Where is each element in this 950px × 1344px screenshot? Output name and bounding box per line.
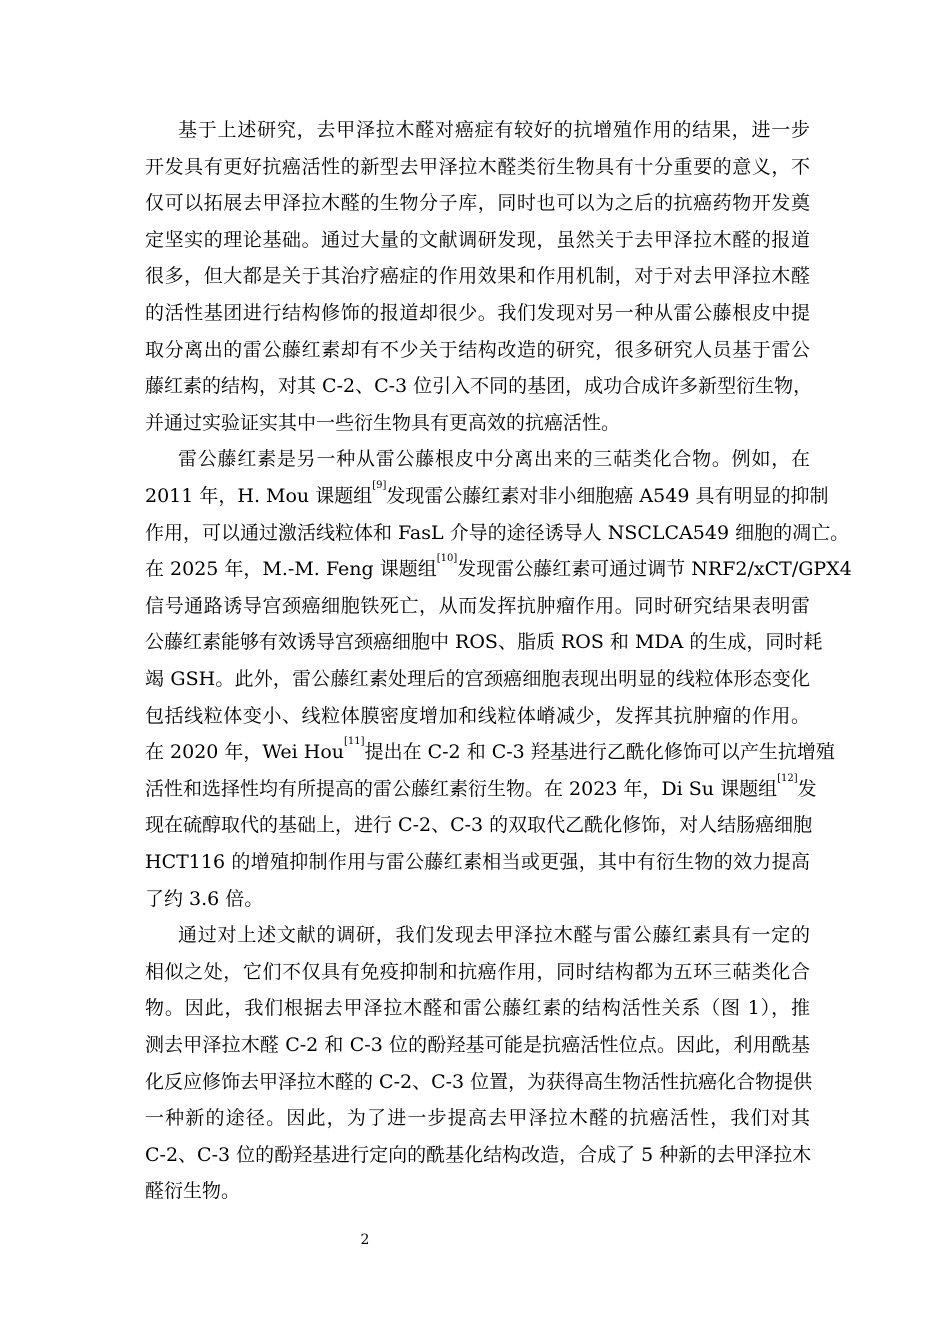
- line-text: C-2、C-3 位的酚羟基进行定向的酰基化结构改造，合成了 5 种新的去甲泽拉木: [145, 1143, 812, 1166]
- text-line: [145, 881, 810, 917]
- line-text: 测去甲泽拉木醛 C-2 和 C-3 位的酚羟基可能是抗癌活性位点。因此，利用酰基: [145, 1034, 810, 1056]
- text-line: [145, 149, 810, 185]
- text-line: [145, 1173, 810, 1209]
- text-line: [145, 332, 810, 368]
- line-text: HCT116 的增殖抑制作用与雷公藤红素相当或更强，其中有衍生物的效力提高: [145, 851, 810, 873]
- line-text: 发现雷公藤红素对非小细胞癌 A549 具有明显的抑制: [386, 485, 829, 507]
- citation-ref: [12]: [777, 772, 798, 784]
- text-line: [178, 917, 810, 953]
- line-text: 信号通路诱导宫颈癌细胞铁死亡，从而发挥抗肿瘤作用。同时研究结果表明雷: [145, 594, 810, 617]
- line-text: 提出在 C-2 和 C-3 羟基进行乙酰化修饰可以产生抗增殖: [364, 741, 835, 764]
- text-line: [145, 258, 810, 294]
- text-line: [145, 624, 823, 660]
- text-line: [178, 112, 810, 148]
- text-line: [145, 185, 810, 221]
- line-text: 作用，可以通过激活线粒体和 FasL 介导的途径诱导人 NSCLCA549 细胞的凋亡。: [145, 521, 850, 544]
- line-text: 相似之处，它们不仅具有免疫抑制和抗癌作用，同时结构都为五环三萜类化合: [145, 960, 810, 983]
- line-text: 在 2025 年，M.-M. Feng 课题组: [145, 558, 437, 581]
- line-text: 仅可以拓展去甲泽拉木醛的生物分子库，同时也可以为之后的抗癌药物开发奠: [145, 192, 810, 215]
- citation-ref: [11]: [344, 736, 365, 748]
- line-text: 雷公藤红素是另一种从雷公藤根皮中分离出来的三萜类化合物。例如，在: [178, 448, 810, 471]
- text-line: [145, 807, 813, 843]
- text-line: [145, 954, 810, 990]
- line-text: 发现雷公藤红素可通过调节 NRF2/xCT/GPX4: [457, 558, 852, 581]
- line-text: 发: [797, 777, 817, 800]
- text-line: [145, 1064, 813, 1100]
- text-line: [145, 1100, 810, 1136]
- text-line: [145, 1137, 810, 1173]
- text-line: [145, 588, 810, 624]
- text-line: [145, 515, 850, 551]
- citation-ref: [9]: [372, 480, 387, 491]
- citation-ref: [10]: [436, 553, 458, 565]
- text-line: [178, 441, 810, 477]
- page-number: 2: [360, 1232, 370, 1248]
- text-line: [145, 990, 810, 1026]
- text-line: [145, 734, 835, 770]
- line-text: 现在硫醇取代的基础上，进行 C-2、C-3 的双取代乙酰化修饰，对人结肠癌细胞: [145, 814, 813, 837]
- text-line: [145, 295, 810, 331]
- line-text: 一种新的途径。因此，为了进一步提高去甲泽拉木醛的抗癌活性，我们对其: [145, 1107, 810, 1130]
- line-text: 公藤红素能够有效诱导宫颈癌细胞中 ROS、脂质 ROS 和 MDA 的生成，同时耗: [145, 631, 823, 654]
- line-text: 藤红素的结构，对其 C-2、C-3 位引入不同的基团，成功合成许多新型衍生物，: [145, 375, 813, 398]
- line-text: 了约 3.6 倍。: [145, 887, 264, 910]
- line-text: 并通过实验证实其中一些衍生物具有更高效的抗癌活性。: [145, 411, 621, 434]
- line-text: 化反应修饰去甲泽拉木醛的 C-2、C-3 位置，为获得高生物活性抗癌化合物提供: [145, 1070, 813, 1093]
- line-text: 通过对上述文献的调研，我们发现去甲泽拉木醛与雷公藤红素具有一定的: [178, 924, 810, 947]
- line-text: 醛衍生物。: [145, 1180, 241, 1203]
- line-text: 包括线粒体变小、线粒体膜密度增加和线粒体嵴减少，发挥其抗肿瘤的作用。: [145, 704, 810, 727]
- line-text: 取分离出的雷公藤红素却有不少关于结构改造的研究，很多研究人员基于雷公: [145, 338, 810, 361]
- line-text: 很多，但大都是关于其治疗癌症的作用效果和作用机制，对于对去甲泽拉木醛: [145, 265, 810, 288]
- text-line: [145, 222, 810, 258]
- line-text: 物。因此，我们根据去甲泽拉木醛和雷公藤红素的结构活性关系（图 1），推: [145, 997, 810, 1020]
- text-line: [145, 698, 810, 734]
- text-line: [145, 661, 810, 697]
- text-line: [145, 771, 817, 807]
- line-text: 的活性基团进行结构修饰的报道却很少。我们发现对另一种从雷公藤根皮中提: [145, 302, 810, 324]
- text-line: [145, 1027, 810, 1063]
- line-text: 2011 年，H. Mou 课题组: [145, 485, 373, 507]
- text-line: [145, 478, 829, 514]
- text-line: [145, 551, 852, 587]
- line-text: 基于上述研究，去甲泽拉木醛对癌症有较好的抗增殖作用的结果，进一步: [178, 119, 810, 141]
- line-text: 在 2020 年，Wei Hou: [145, 741, 345, 764]
- text-line: [145, 405, 810, 441]
- line-text: 活性和选择性均有所提高的雷公藤红素衍生物。在 2023 年，Di Su 课题组: [145, 777, 778, 800]
- line-text: 竭 GSH。此外，雷公藤红素处理后的宫颈癌细胞表现出明显的线粒体形态变化: [145, 668, 810, 690]
- line-text: 定坚实的理论基础。通过大量的文献调研发现，虽然关于去甲泽拉木醛的报道: [145, 228, 810, 251]
- text-line: [145, 844, 810, 880]
- text-line: [145, 368, 813, 404]
- line-text: 开发具有更好抗癌活性的新型去甲泽拉木醛类衍生物具有十分重要的意义，不: [145, 155, 810, 178]
